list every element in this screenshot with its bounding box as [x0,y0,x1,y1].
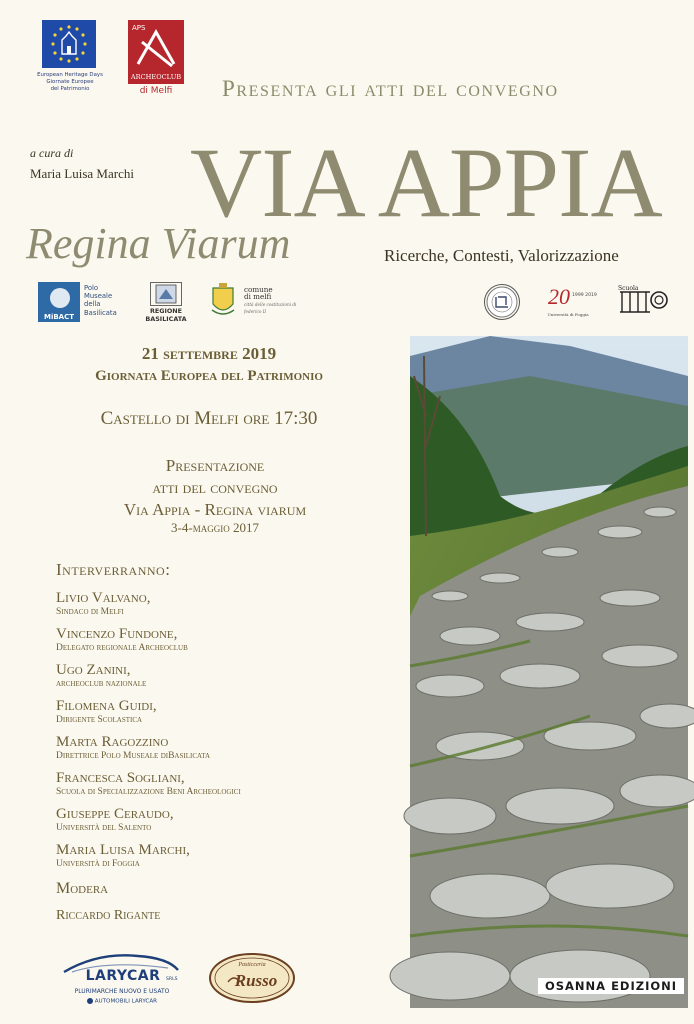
archeoclub-city: di Melfi [139,86,173,96]
printer-credit [16,950,24,1010]
russo-top-text: Pasticceria [238,962,266,968]
publisher-label: OSANNA EDIZIONI [538,978,684,994]
facebook-icon [87,998,93,1004]
larycar-name: LARYCAR [85,968,161,984]
mibact-logo [38,282,80,322]
main-title: VIA APPIA [190,127,662,238]
subtitle-secondary: Ricerche, Contesti, Valorizzazione [384,246,619,265]
convegno-dates: 3-4-maggio 2017 [171,520,259,535]
speaker-role: Delegato regionale Archeoclub [56,643,188,653]
speaker-name: Maria Luisa Marchi, [56,842,190,858]
larycar-social [62,998,182,1005]
larycar-social-label: AUTOMOBILI LARYCAR [94,998,158,1005]
polo-museale-text: Polo Museale della Basilicata [84,284,117,317]
speaker-name: Vincenzo Fundone, [56,626,178,642]
unifg-anniversary: 20 [548,284,570,309]
via-appia-photo [410,336,688,1008]
scuola-label: Scuola [618,285,639,292]
speaker-name: Marta Ragozzino [56,734,169,750]
curator-label: a cura di [30,146,74,160]
speaker-role: Dirigente Scolastica [56,715,143,725]
speaker-name: Ugo Zanini, [56,662,131,678]
moderator-heading: Modera [56,880,109,897]
mibact-acronym: MiBACT [43,313,75,321]
speaker-role: Sindaco di Melfi [56,607,124,617]
archeoclub-aps: APS [132,24,146,32]
speaker-role: Direttrice Polo Museale diBasilicata [56,751,211,761]
larycar-srls: SRLS [166,977,178,982]
scuola-specializzazione-logo [614,282,670,322]
russo-name: Russo [234,971,278,990]
universita-basilicata-seal-icon [484,284,520,320]
larycar-tagline: PLURIMARCHE NUOVO E USATO [74,988,170,995]
comune-melfi-text [244,286,314,316]
archeoclub-logo [128,20,184,84]
speaker-name: Francesca Sogliani, [56,770,185,786]
presentation-line-1: Presentazione [165,456,265,475]
speakers-heading: Interverranno: [56,560,171,579]
presentation-line-3: Via Appia - Regina viarum [123,500,307,519]
speaker-role: archeoclub nazionale [56,679,147,689]
pasticceria-russo-logo [208,952,296,1004]
speaker-name: Filomena Guidi, [56,698,157,714]
unifg-name: Università di Foggia [547,312,589,317]
speaker-role: Università di Foggia [56,859,140,869]
presentation-line-2: atti del convegno [152,478,278,497]
eu-caption: European Heritage Days Giornate Europee del Patrimonio [37,72,103,92]
unifg-years: 1999 2019 [572,293,597,298]
moderator-name: Riccardo Rigante [56,908,161,923]
regione-basilicata-icon [150,282,182,306]
comune-melfi-name: comune di melfi [244,285,273,302]
curator-name: Maria Luisa Marchi [30,166,134,181]
event-venue: Castello di Melfi ore 17:30 [100,408,318,429]
archeoclub-text: ARCHEOCLUB [130,73,182,81]
presenta-heading: Presenta gli atti del convegno [222,76,559,101]
european-heritage-days-logo [42,20,96,68]
speaker-role: Università del Salento [56,823,152,833]
event-day-name: Giornata Europea del Patrimonio [95,368,323,384]
regione-basilicata-text: REGIONE BASILICATA [145,307,187,323]
comune-melfi-motto: città delle costituzioni di federico II [244,301,297,315]
event-date: 21 settembre 2019 [141,344,277,363]
eu-stars-icon [42,20,96,68]
subtitle: Regina Viarum [26,219,291,268]
speaker-role: Scuola di Specializzazione Beni Archeologici [56,787,241,797]
speaker-name: Livio Valvano, [56,590,151,606]
melfi-crest-icon [210,282,236,318]
speaker-name: Giuseppe Ceraudo, [56,806,174,822]
universita-foggia-logo [546,282,597,320]
